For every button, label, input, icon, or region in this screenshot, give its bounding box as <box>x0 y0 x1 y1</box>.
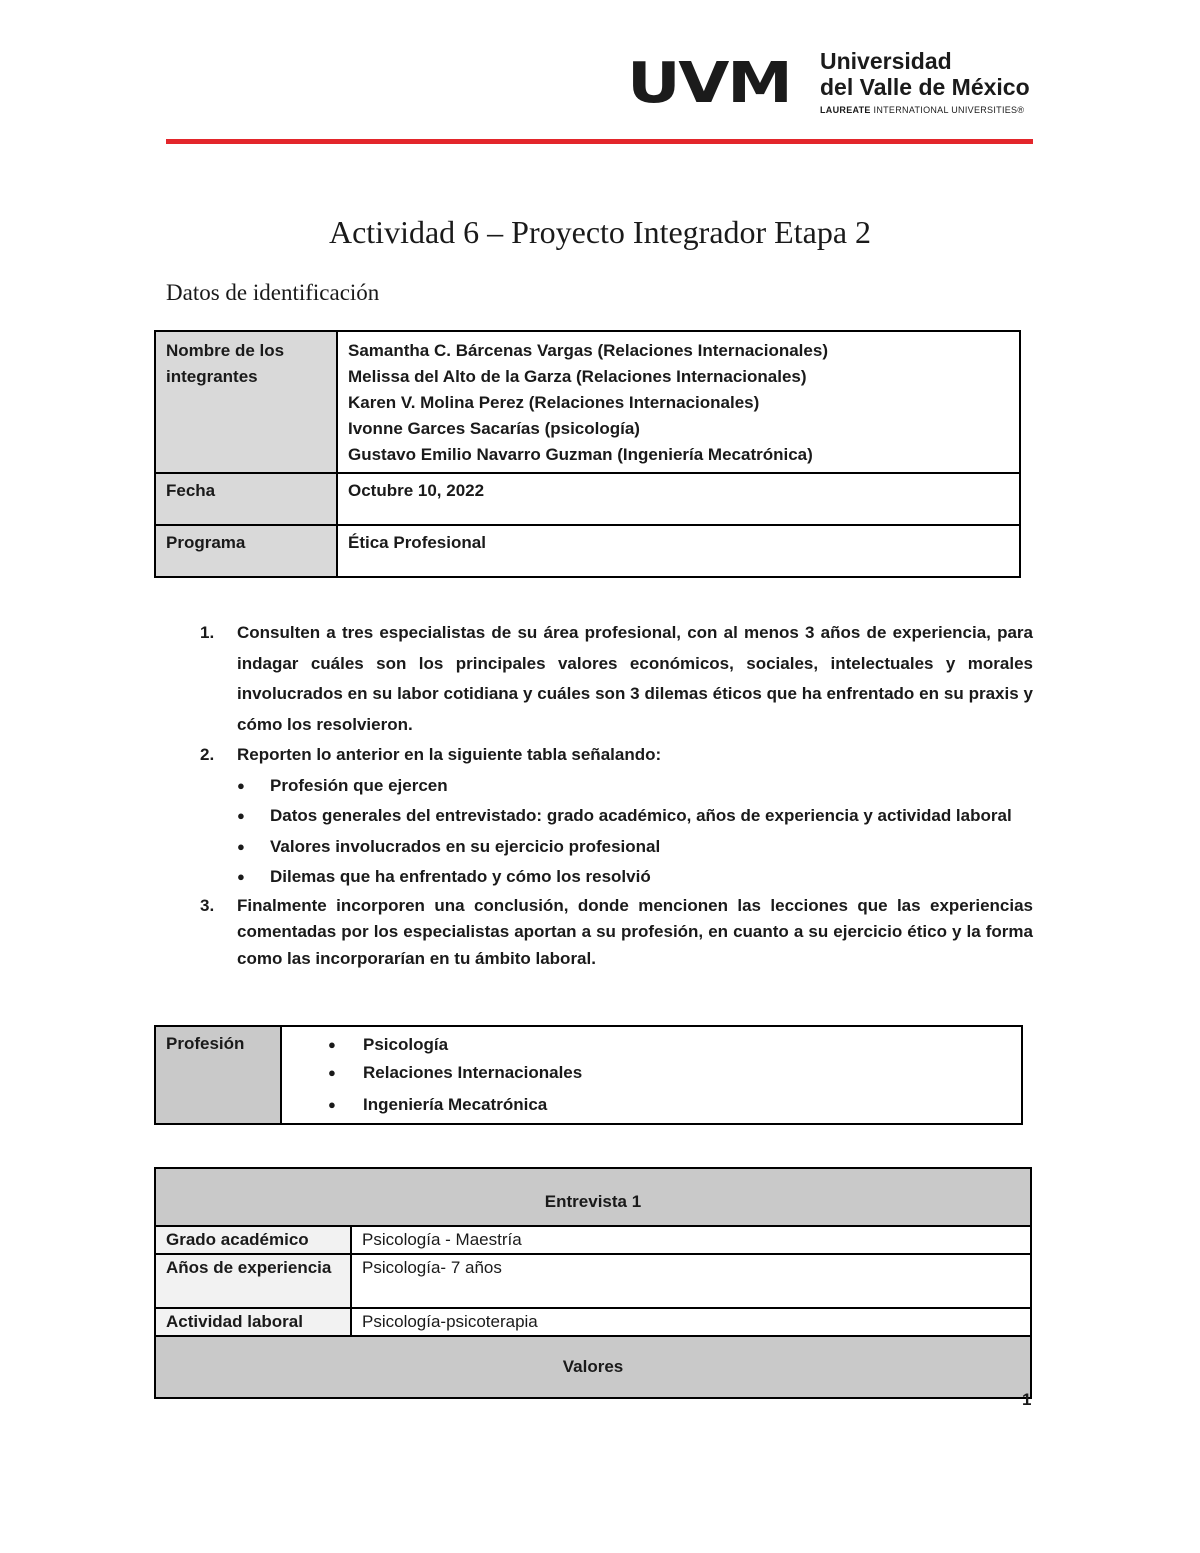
list-item <box>200 618 1033 740</box>
profession-label: Profesión <box>155 1026 281 1124</box>
table-row <box>155 1168 1031 1226</box>
logo-mark: UVM <box>627 51 791 116</box>
experience-value: Psicología- 7 años <box>351 1254 1031 1308</box>
profession-list <box>281 1026 1022 1124</box>
degree-value: Psicología - Maestría <box>351 1226 1031 1254</box>
bullet-icon: ● <box>328 1037 336 1052</box>
list-number: 3. <box>200 895 215 915</box>
sub-list-item: ● Valores involucrados en su ejercicio profesional <box>200 832 1033 863</box>
logo-line-university: Universidad <box>820 48 952 74</box>
profession-table <box>154 1025 1023 1125</box>
table-row <box>155 1026 1022 1124</box>
bullet-icon: ● <box>328 1097 336 1112</box>
member-name: Melissa del Alto de la Garza (Relaciones Internacionales) <box>348 367 807 386</box>
work-value: Psicología-psicoterapia <box>351 1308 1031 1336</box>
date-label: Fecha <box>155 473 337 525</box>
logo-line-name: del Valle de México <box>820 74 1030 100</box>
list-item <box>200 893 1033 973</box>
table-row <box>155 525 1020 577</box>
sub-list-item: ● Datos generales del entrevistado: grado académico, años de experiencia y actividad laboral <box>200 801 1033 832</box>
member-name: Samantha C. Bárcenas Vargas (Relaciones Internacionales) <box>348 341 828 360</box>
header-rule <box>166 139 1033 144</box>
bullet-icon: ● <box>237 869 245 884</box>
sub-list-item: ● Profesión que ejercen <box>200 771 1033 802</box>
list-item-text: Consulten a tres especialistas de su área profesional, con al menos 3 años de experiencia, para indagar cuáles son los principales valores económicos, sociales, intelectuales y morales involucrados en su labor cotidiana y cuáles son 3 dilemas éticos que ha enfrentado en su praxis y cómo los resolvieron. <box>237 623 1033 734</box>
experience-label: Años de experiencia <box>155 1254 351 1308</box>
instructions-list <box>200 618 1033 972</box>
member-name: Gustavo Emilio Navarro Guzman (Ingeniería Mecatrónica) <box>348 445 813 464</box>
list-item: ● Relaciones Internacionales <box>322 1059 1011 1087</box>
member-name: Ivonne Garces Sacarías (psicología) <box>348 419 640 438</box>
member-name: Karen V. Molina Perez (Relaciones Internacionales) <box>348 393 760 412</box>
bullet-icon: ● <box>237 777 245 793</box>
table-row <box>155 1226 1031 1254</box>
bullet-icon: ● <box>328 1065 336 1080</box>
bullet-icon: ● <box>237 838 245 854</box>
identification-table <box>154 330 1021 578</box>
sub-list <box>200 771 1033 893</box>
list-item: ● Psicología <box>322 1031 1011 1059</box>
members-cell <box>337 331 1020 473</box>
values-header: Valores <box>155 1336 1031 1398</box>
table-row <box>155 473 1020 525</box>
uvm-logo <box>627 48 1030 118</box>
work-label: Actividad laboral <box>155 1308 351 1336</box>
list-item-text: Finalmente incorporen una conclusión, donde mencionen las lecciones que las experiencias comentadas por los especialistas aportan a su profesión, en cuanto a su ejercicio ético y la forma como las incorporarían en tu ámbito laboral. <box>237 895 1033 968</box>
table-row <box>155 331 1020 473</box>
bullet-icon: ● <box>237 808 245 823</box>
list-item: ● Ingeniería Mecatrónica <box>322 1091 1011 1119</box>
document-title: Actividad 6 – Proyecto Integrador Etapa 2 <box>328 214 872 250</box>
list-item <box>200 740 1033 771</box>
program-label: Programa <box>155 525 337 577</box>
list-item-text: Reporten lo anterior en la siguiente tabla señalando: <box>237 745 662 764</box>
members-label: Nombre de los integrantes <box>155 331 337 473</box>
list-number: 1. <box>200 623 215 642</box>
program-value: Ética Profesional <box>337 525 1020 577</box>
table-row <box>155 1254 1031 1308</box>
table-row <box>155 1308 1031 1336</box>
sub-list-item: ● Dilemas que ha enfrentado y cómo los resolvió <box>200 862 1033 893</box>
logo-wordmark <box>820 48 1030 116</box>
logo-line-laureate: LAUREATE INTERNATIONAL UNIVERSITIES® <box>820 105 1025 115</box>
degree-label: Grado académico <box>155 1226 351 1254</box>
interview-table <box>154 1167 1032 1399</box>
date-value: Octubre 10, 2022 <box>337 473 1020 525</box>
table-row <box>155 1336 1031 1398</box>
page-number: 1 <box>1022 1390 1032 1409</box>
section-subtitle: Datos de identificación <box>166 280 380 305</box>
interview-header: Entrevista 1 <box>155 1168 1031 1226</box>
list-number: 2. <box>200 745 215 764</box>
